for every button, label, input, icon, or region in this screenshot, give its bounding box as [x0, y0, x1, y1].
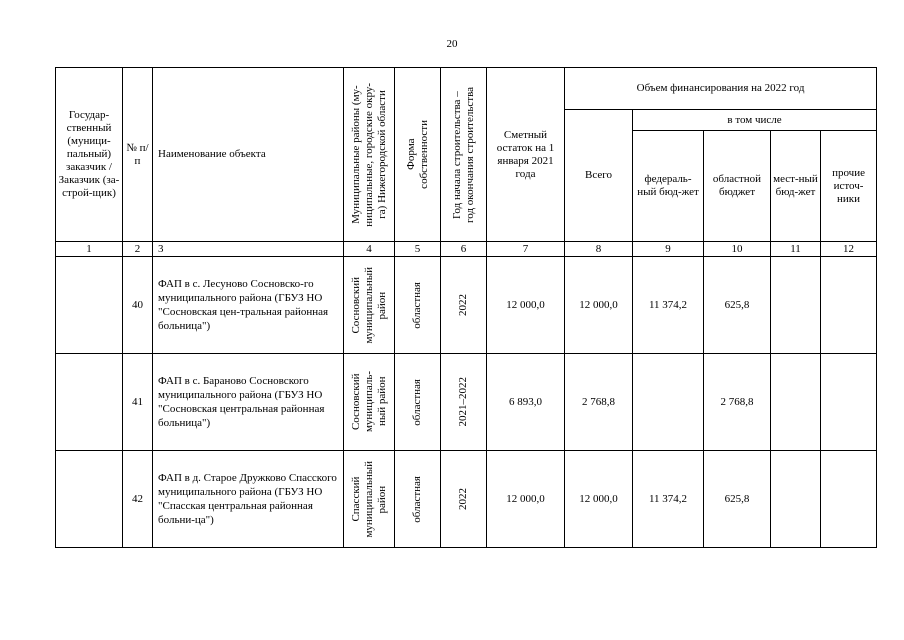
header-years-line-2: год окончания строительства [463, 86, 476, 223]
header-other-sources: прочие источ-ники [821, 131, 877, 242]
table-row [56, 354, 877, 451]
cell-district [344, 354, 395, 451]
header-estimate-balance: Сметный остаток на 1 января 2021 года [487, 68, 565, 242]
cell-customer [56, 257, 123, 354]
cell-years-text: 2021–2022 [457, 377, 469, 427]
column-number: 5 [395, 242, 441, 257]
column-number: 7 [487, 242, 565, 257]
cell-years [441, 257, 487, 354]
cell-number: 41 [123, 354, 153, 451]
cell-estimate: 12 000,0 [487, 257, 565, 354]
column-number: 4 [344, 242, 395, 257]
header-years [441, 68, 487, 242]
header-row-1 [56, 68, 877, 110]
column-number: 9 [633, 242, 704, 257]
column-number: 11 [771, 242, 821, 257]
column-number: 8 [565, 242, 633, 257]
cell-district-line-2: муниципаль- [362, 371, 375, 433]
table-row [56, 451, 877, 548]
header-district-line-2: ниципальные, городские окру- [362, 82, 375, 227]
cell-federal: 11 374,2 [633, 257, 704, 354]
cell-district [344, 257, 395, 354]
cell-district-line-1: Сосновский [349, 276, 362, 334]
cell-years [441, 354, 487, 451]
header-years-line-1: Год начала строительства – [450, 90, 463, 219]
construction-funding-table [55, 67, 877, 548]
cell-ownership [395, 257, 441, 354]
header-ownership-line-1: Форма [404, 138, 417, 171]
cell-customer [56, 354, 123, 451]
cell-years-text: 2022 [457, 294, 469, 316]
column-number: 3 [153, 242, 344, 257]
cell-local [771, 257, 821, 354]
cell-estimate: 12 000,0 [487, 451, 565, 548]
column-number: 1 [56, 242, 123, 257]
header-local-budget: мест-ный бюд-жет [771, 131, 821, 242]
cell-years [441, 451, 487, 548]
cell-other [821, 354, 877, 451]
cell-federal: 11 374,2 [633, 451, 704, 548]
cell-ownership [395, 451, 441, 548]
cell-district-line-3: район [375, 485, 388, 513]
header-subgroup: в том числе [633, 110, 877, 131]
header-regional-budget: областной бюджет [704, 131, 771, 242]
cell-regional: 2 768,8 [704, 354, 771, 451]
table-row [56, 257, 877, 354]
header-total: Всего [565, 110, 633, 242]
cell-other [821, 451, 877, 548]
column-number: 6 [441, 242, 487, 257]
header-federal-budget: федераль-ный бюд-жет [633, 131, 704, 242]
column-number-row [56, 242, 877, 257]
cell-district [344, 451, 395, 548]
cell-federal [633, 354, 704, 451]
cell-district-line-3: ный район [375, 377, 388, 427]
cell-district-line-1: Сосновский [349, 373, 362, 431]
page-number: 20 [446, 38, 458, 50]
cell-ownership-text: областная [411, 281, 423, 329]
cell-district-line-2: муниципальный [362, 266, 375, 344]
cell-customer [56, 451, 123, 548]
cell-local [771, 354, 821, 451]
header-district-line-1: Муниципальные районы (му- [349, 85, 362, 224]
cell-estimate: 6 893,0 [487, 354, 565, 451]
cell-object-name: ФАП в с. Бараново Сосновского муниципального района (ГБУЗ НО "Сосновская центральная районная больница") [153, 354, 344, 451]
header-number: № п/п [123, 68, 153, 242]
cell-total: 12 000,0 [565, 451, 633, 548]
cell-regional: 625,8 [704, 451, 771, 548]
cell-object-name: ФАП в с. Лесуново Сосновско-го муниципального района (ГБУЗ НО "Сосновская цен-тральная районная больница") [153, 257, 344, 354]
cell-number: 40 [123, 257, 153, 354]
header-district-line-3: га) Нижегородской области [375, 90, 388, 219]
cell-ownership [395, 354, 441, 451]
header-funding-group: Объем финансирования на 2022 год [565, 68, 877, 110]
header-district [344, 68, 395, 242]
column-number: 2 [123, 242, 153, 257]
cell-district-line-2: муниципальный [362, 460, 375, 538]
cell-other [821, 257, 877, 354]
column-number: 10 [704, 242, 771, 257]
cell-ownership-text: областная [411, 378, 423, 426]
header-ownership [395, 68, 441, 242]
header-ownership-line-2: собственности [417, 120, 430, 189]
cell-total: 2 768,8 [565, 354, 633, 451]
header-object-name: Наименование объекта [153, 68, 344, 242]
cell-district-line-3: район [375, 291, 388, 319]
cell-ownership-text: областная [411, 475, 423, 523]
cell-total: 12 000,0 [565, 257, 633, 354]
cell-district-line-1: Спасский [349, 476, 362, 522]
header-customer: Государ-ственный (муници-пальный) заказчик / Заказчик (за-строй-щик) [56, 68, 123, 242]
cell-object-name: ФАП в д. Старое Дружково Спасского муниципального района (ГБУЗ НО "Спасская центральная районная больни-ца") [153, 451, 344, 548]
column-number: 12 [821, 242, 877, 257]
cell-regional: 625,8 [704, 257, 771, 354]
cell-number: 42 [123, 451, 153, 548]
cell-years-text: 2022 [457, 488, 469, 510]
cell-local [771, 451, 821, 548]
